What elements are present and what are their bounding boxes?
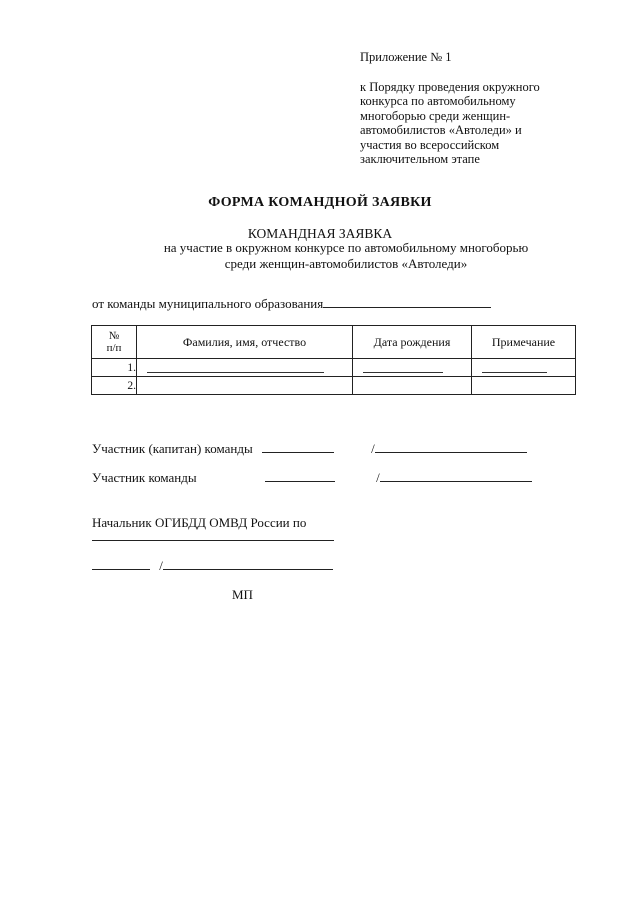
team-line [92, 296, 491, 312]
member-label: Участник команды [92, 470, 197, 485]
municipality-field[interactable] [323, 307, 491, 308]
header-date-of-birth: Дата рождения [353, 326, 472, 359]
dob-cell[interactable] [353, 377, 472, 395]
team-line-label: от команды муниципального образования [92, 296, 324, 311]
appendix-line: участия во всероссийском [360, 137, 500, 152]
appendix-block [360, 50, 610, 167]
dob-line [363, 372, 443, 373]
note-cell[interactable] [472, 377, 576, 395]
form-title: ФОРМА КОМАНДНОЙ ЗАЯВКИ [208, 195, 432, 210]
slash: / [371, 441, 375, 456]
head-of-police-label: Начальник ОГИБДД ОМВД России по [92, 515, 307, 530]
head-signature-row [92, 558, 333, 574]
note-cell[interactable] [472, 359, 576, 377]
stamp-placeholder: МП [232, 587, 253, 602]
member-signature-field[interactable] [265, 481, 335, 482]
appendix-line: многоборью среди женщин- [360, 108, 511, 123]
captain-signature-field[interactable] [262, 452, 334, 453]
application-subtitle [0, 240, 640, 271]
appendix-line: конкурса по автомобильному [360, 94, 516, 108]
name-cell[interactable] [137, 377, 353, 395]
row-number: 2. [92, 377, 137, 395]
header-number [92, 326, 137, 359]
head-signature-field[interactable] [92, 569, 150, 570]
captain-name-field[interactable] [375, 452, 527, 453]
table-header-row [92, 326, 576, 359]
member-name-field[interactable] [380, 481, 532, 482]
row-number: 1. [92, 359, 137, 377]
slash: / [159, 558, 163, 573]
header-number-line1: № [108, 330, 120, 342]
note-line [482, 372, 547, 373]
appendix-line: заключительном этапе [360, 152, 480, 166]
member-signature-row [92, 470, 532, 486]
header-full-name: Фамилия, имя, отчество [137, 326, 353, 359]
subtitle-line-2: среди женщин-автомобилистов «Автоледи» [224, 255, 468, 271]
appendix-line: автомобилистов «Автоледи» и [360, 123, 522, 137]
captain-signature-row [92, 441, 527, 457]
header-number-line2: п/п [106, 342, 122, 354]
name-line [147, 372, 324, 373]
head-name-field[interactable] [163, 569, 333, 570]
table-row [92, 377, 576, 395]
team-members-table [91, 325, 576, 395]
name-cell[interactable] [137, 359, 353, 377]
captain-label: Участник (капитан) команды [92, 441, 253, 456]
slash: / [376, 470, 380, 485]
appendix-description [360, 80, 610, 167]
application-title: КОМАНДНАЯ ЗАЯВКА [247, 226, 393, 241]
police-department-field[interactable] [92, 540, 334, 541]
dob-cell[interactable] [353, 359, 472, 377]
appendix-line: к Порядку проведения окружного [360, 79, 540, 94]
appendix-heading: Приложение № 1 [360, 50, 452, 64]
header-note: Примечание [472, 326, 576, 359]
table-row [92, 359, 576, 377]
subtitle-line-1: на участие в окружном конкурсе по автомобильному многоборью [163, 240, 529, 255]
